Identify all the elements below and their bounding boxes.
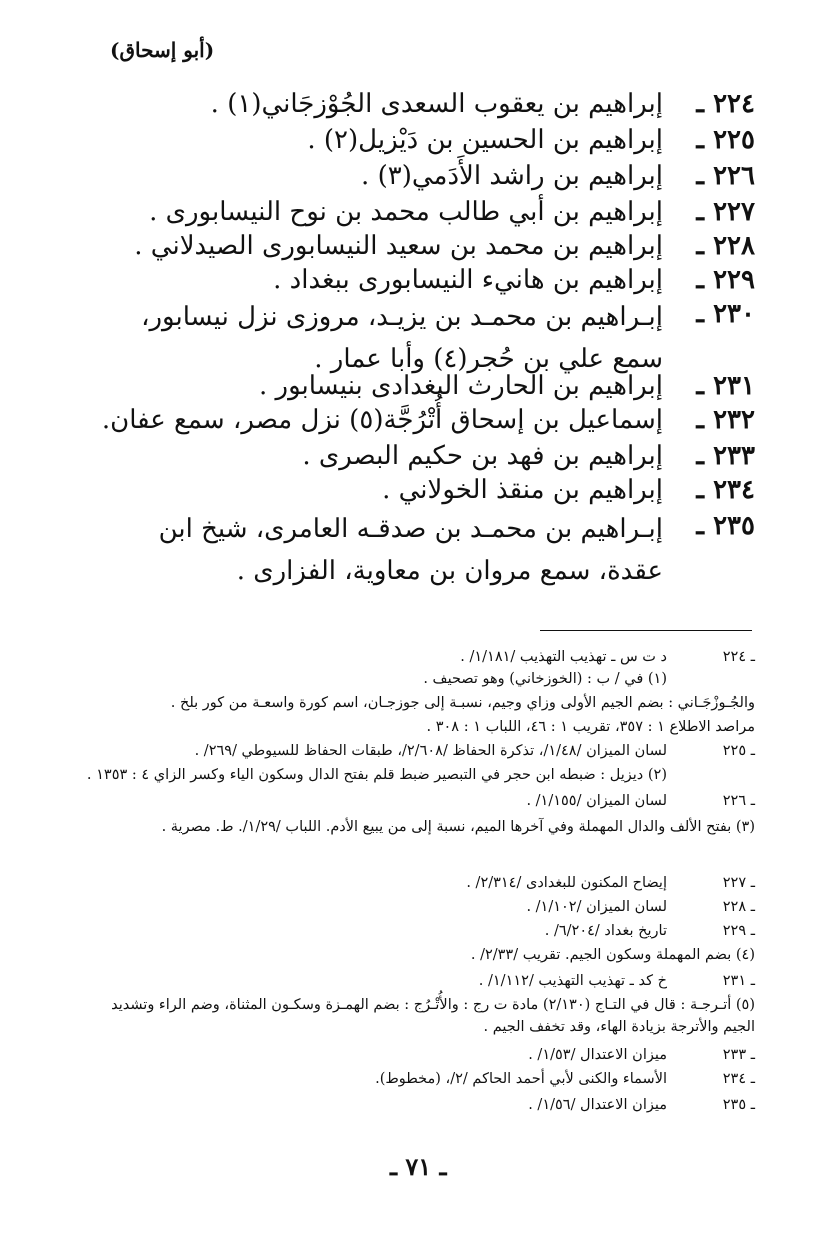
footnote-ref: ـ ٢٣٥ (722, 1097, 755, 1113)
entry-number: ٢٣٥ ـ (696, 511, 755, 541)
footnote-ref: ـ ٢٢٧ (722, 875, 755, 891)
entry-number: ٢٢٤ ـ (696, 89, 755, 119)
running-header: (أبو إسحاق) (110, 38, 215, 62)
footnote-text: مراصد الاطلاع ١ : ٣٥٧، تقريب ١ : ٤٦، اللباب ١ : ٣٠٨ . (426, 719, 755, 735)
footnote-text: لسان الميزان /١/٤٨/، تذكرة الحفاظ /٢/٦٠٨/، طبقات الحفاظ للسيوطي /٢٦٩/ . (194, 743, 667, 759)
entry-number: ٢٢٥ ـ (696, 125, 755, 155)
footnote-ref: ـ ٢٣١ (722, 973, 755, 989)
entry-text: إبراهيم بن أبي طالب محمد بن نوح النيسابورى . (149, 197, 663, 227)
footnote-ref: ـ ٢٢٥ (722, 743, 755, 759)
entry-text: إبراهيم بن الحسين بن دَيْزيل(٢) . (307, 125, 663, 155)
footnote-text: لسان الميزان /١/١٥٥/ . (526, 793, 667, 809)
footnote-text: خ كد ـ تهذيب التهذيب /١/١١٢/ . (478, 973, 667, 989)
entry-text: إسماعيل بن إسحاق أُتْرُجَّة(٥) نزل مصر، سمع عفان. (101, 405, 663, 435)
footnote-ref: ـ ٢٢٦ (722, 793, 755, 809)
entry-number: ٢٢٩ ـ (696, 265, 755, 295)
footnote-ref: ـ ٢٣٤ (722, 1071, 755, 1087)
footnote-text: الأسماء والكنى لأبي أحمد الحاكم /٢/، (مخطوط). (375, 1071, 667, 1087)
entry-number: ٢٣٤ ـ (696, 475, 755, 505)
footnote-text: د ت س ـ تهذيب التهذيب /١/١٨١/ . (460, 649, 667, 665)
entry-text: إبراهيم بن منقذ الخولاني . (382, 475, 663, 505)
entry-number: ٢٣٠ ـ (696, 299, 755, 329)
footnote-text: لسان الميزان /١/١٠٢/ . (526, 899, 667, 915)
entry-text: إبراهيم بن هانيء النيسابورى ببغداد . (273, 265, 663, 295)
footnote-text: (٤) بضم المهملة وسكون الجيم. تقريب /٢/٣٣/ . (470, 947, 755, 963)
entry-text: إبراهيم بن فهد بن حكيم البصرى . (302, 441, 663, 471)
page-number: ـ ٧١ ـ (390, 1152, 447, 1181)
entry-number: ٢٣١ ـ (696, 371, 755, 401)
entry-number: ٢٢٦ ـ (696, 161, 755, 191)
footnote-text: ميزان الاعتدال /١/٥٣/ . (528, 1047, 667, 1063)
entry-text: إبـراهيم بن محمـد بن صدقـه العامرى، شيخ ابن عقدة، سمع مروان بن معاوية، الفزارى . (158, 514, 663, 586)
entry-number: ٢٢٨ ـ (696, 231, 755, 261)
footnote-text: تاريخ بغداد /٦/٢٠٤/ . (544, 923, 667, 939)
footnote-ref: ـ ٢٣٣ (722, 1047, 755, 1063)
footnote-ref: ـ ٢٢٨ (722, 899, 755, 915)
entry-text: إبراهيم بن يعقوب السعدى الجُوْزجَاني(١) . (210, 89, 663, 119)
footnote-text: (٣) بفتح الألف والدال المهملة وفي آخرها الميم، نسبة إلى من يبيع الأدم. اللباب /١/٢٩/. ط. مصرية . (161, 819, 755, 835)
entry-number: ٢٢٧ ـ (696, 197, 755, 227)
footnote-text: (٢) ديزيل : ضبطه ابن حجر في التبصير ضبط قلم بفتح الدال وسكون الياء وكسر الزاي ٤ : ١٣٥٣ . (86, 767, 667, 783)
footnote-text: ميزان الاعتدال /١/٥٦/ . (528, 1097, 667, 1113)
entry-number: ٢٣٢ ـ (696, 405, 755, 435)
entry-text: إبراهيم بن محمد بن سعيد النيسابورى الصيدلاني . (134, 231, 663, 261)
footnote-ref: ـ ٢٢٤ (722, 649, 755, 665)
footnote-text: (١) في / ب : (الخوزخاني) وهو تصحيف . (423, 671, 667, 687)
footnote-text: والجُـوزْجَـاني : بضم الجيم الأولى وزاي وجيم، نسبـة إلى جوزجـان، اسم كورة واسعـة من كور بلخ . (170, 695, 755, 711)
footnote-divider (540, 630, 752, 631)
entry-text: إبراهيم بن راشد الأَدَمي(٣) . (361, 161, 663, 191)
entry-text: إبـراهيم بن محمـد بن يزيـد، مروزى نزل نيسابور، سمع علي بن حُجر(٤) وأبا عمار . (141, 302, 663, 374)
entry-text: إبراهيم بن الحارث البغدادى بنيسابور . (259, 371, 663, 401)
footnote-text: (٥) أتـرجـة : قال في التـاج (٢/١٣٠) مادة ت رج : والأُتْـرُج : بضم الهمـزة وسكـون المثناة، وضم الراء وتشديد الجيم والأترجة بزيادة الهاء، وقد تخفف الجيم . (111, 997, 755, 1035)
footnote-ref: ـ ٢٢٩ (722, 923, 755, 939)
footnote-text: إيضاح المكنون للبغدادى /٢/٣١٤/ . (466, 875, 667, 891)
entry-number: ٢٣٣ ـ (696, 441, 755, 471)
